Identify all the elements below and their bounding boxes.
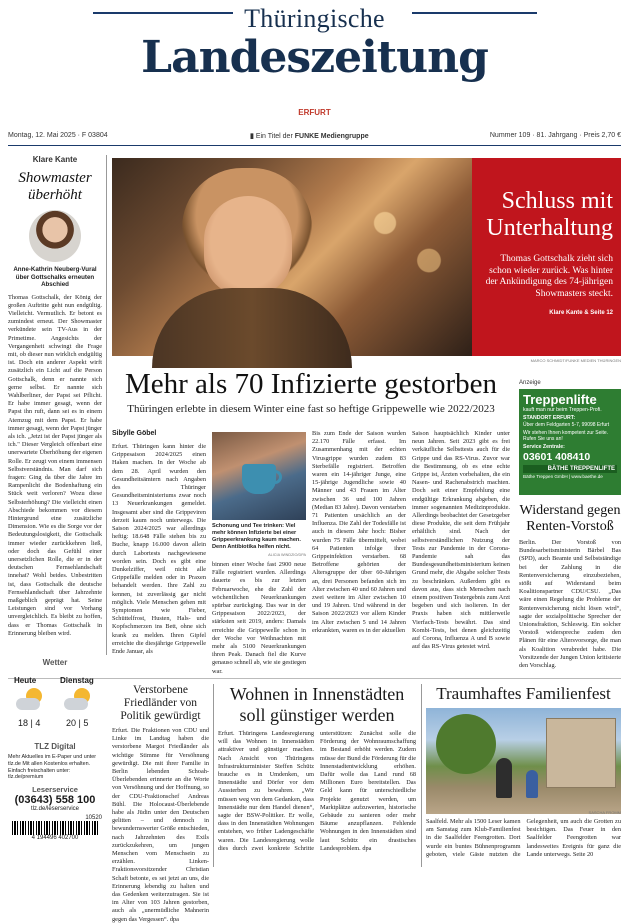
side-story-text: Berlin. Der Vorstoß von Bundesarbeitsministerin Bärbel Bas (SPD), auch Beamte und Selbstständige bei der Zahlung in die Rentenversicherung einzubeziehen, stößt auf Widerstand beim Koalitionspartner CDU/CSU. „Das wäre einen Regelung die Probleme der Rentenversicherung nicht lösen wird“, sagte der sozialpolitische Sprecher der Unionsfraktion, Schleswig. Ein solcher Vorstoß widerspreche zudem den Plänen für eine Altersvorsorge, die man als Koalition verabredet habe. Die Vorsitzende der Jungen Union kritisierte den Vorschlag. — [519, 539, 621, 670]
tea-cup-handle — [270, 470, 282, 484]
digital-title: TLZ Digital — [34, 742, 76, 751]
ad-title: Treppenlifte — [523, 392, 597, 407]
weather-box — [8, 658, 102, 736]
bottom1-headline: Verstorbene Friedländer von Politik gewürdigt — [120, 684, 201, 722]
lead-headline: Mehr als 70 Infizierte gestorben — [124, 368, 498, 400]
bottom2-headline: Wohnen in Innenstädten soll günstiger werden — [229, 684, 405, 725]
leserservice-label: Leserservice — [32, 785, 78, 795]
masthead-date-line: Montag, 12. Mai 2025 · F 03804 — [8, 132, 108, 139]
photo-building — [546, 718, 616, 788]
weather-today-temp: 18 | 4 — [18, 718, 41, 728]
sun-cloud-icon-tomorrow — [64, 688, 94, 712]
bottom3-text: Saalfeld. Mehr als 1500 Leser kamen am Samstag zum Klub-Familienfest in die Saalfelder Feengrotten. Dort wurde ein buntes Bühnenprogramm geboten, viele Gäste nutzten die Gelegenheit, um auch die Grotten zu besichtigen. Das Feuer in den Saalfelder Feengrotten war landesweites Ereignis für ganz die Lande unterwegs. Seite 20 — [426, 818, 621, 858]
hero-portrait-face — [204, 196, 292, 296]
ad-brand: BÄTHE TREPPENLIFTE — [523, 465, 617, 473]
lead-col2: binnen einer Woche fast 2900 neue Fälle registriert wurden. Allerdings dauerte es bis zur letzten Februarwoche, ehe die Zahl der wöchentlichen Neuerkrankungen spürbar zurückging. Das war in der Grippesaison 2022/2023, der stärksten seit 2019, anders: Damals erreichte die Grippewelle schon in der Woche vor Weihnachten mit mehr als 5100 Neuerkrankungen ihren Peak. Danach fiel die Kurve genauso schnell ab, wie sie gestiegen war. — [212, 561, 306, 675]
hero-ref: Klare Kante & Seite 12 — [549, 310, 613, 316]
masthead-publisher — [250, 132, 369, 140]
photo-person — [496, 758, 512, 798]
lead-col1: Erfurt. Thüringen kann hinter die Grippesaison 2024/2025 einen Haken machen. In der Woche ab dem 28. April wurden den Gesundheitsämtern nach Angaben des Thüringer Gesundheitsministeriums zwar noch 13 Neuerkrankungen gemeldet. Insgesamt aber sind die Grippeviren derzeit kaum noch unterwegs. Die Saison 2024/2025 war allerdings heftig: 18.648 Fälle stehen bis zu Buche, knapp 16.000 davon allein durch Labortests nachgewiesene worden sein. Doch es gibt eine Dunkelziffer, weil nicht alle Grippefälle melden oder in Praxen behandelt werden. Ihre Zahl zu kennen, ist zuverlässig gar nicht möglich. Viele Menschen gehen mit Symptomen wie Fieber, Schüttelfrost, Husten, Hals- und Kopfschmerzen ins Bett, ohne sich krank zu melden. Ihren Gipfel erreichte die diesjährige Grippewelle Ende Januar, als — [112, 443, 206, 656]
left-column-divider — [106, 155, 107, 655]
lead-col3: Bis zum Ende der Saison wurden 22.170 Fälle erfasst. Im Zusammenhang mit der echten Virusgrippe wurden zudem 83 Sterbefälle registriert. Betroffen waren ein 14-jähriger Junge, eine 15-jährige Jugendliche sowie 40 Männer und 43 Frauen im Alter zwischen 36 und 100 Jahren (Median 83 Jahre). Davon verstarben 71 Patienten ursächlich an der Influenza. Die Zahl der Todesfälle ist auch in diesem Jahr hoch: Bisher wurden 75 Fälle übermittelt, wobei 64 Patienten infolge ihrer Grippeinfektion verstarben. 68 Betroffene gehörten der Altersgruppe der über 60-Jährigen an, drei Personen befanden sich im Alter zwischen 40 und 60 Jahren und zwei weitere im Alter zwischen 10 und 19 Jahren. Und während in der Saison 2022/2023 vor allem Kinder im Alter zwischen 5 und 14 Jahren erkrankten, waren es in der aktuellen — [312, 430, 406, 634]
lead-col4: Saison hauptsächlich Kinder unter neun Jahren. Seit 2023 gibt es frei verkäufliche Selbsttests auch für die Grippe und das RS-Virus. Zuvor war die Bestimmung, ob es eine echte Grippe ist, Ärzten vorbehalten, die ein Nasen- und Rachenabstrich machten. Doch seit einer Empfehlung eine endgültige Erkrankung abgeben, die immer sogenannten Medizinprodukte. Allerdings beobachtet der Gesetzgeber diese Produkte, die seit dem Frühjahr erhältlich sind. Nach der selbstverständlichen Nutzung der Tests zur Pandemie in der Corona-Pandemie sah das Bundesgesundheitsministerium keinen Grund mehr, die Abgabe solcher Tests zu beschränken. Außerdem gibt es davon aus, dass sich Menschen nach einem positiven Testergebnis zum Arzt begeben und sich isolieren. In der Praxis haben sich mittlerweile Vierfach-Tests bewährt. Das sind Kombi-Tests, bei denen gleichzeitig auf Corona, Influenza A und B sowie auf das RS-Virus getestet wird. — [412, 430, 510, 651]
tlz-digital-box — [8, 742, 102, 867]
leserservice-url[interactable]: tlz.de/leserservice — [30, 806, 80, 813]
digital-text: Mehr Aktuelles im E-Paper und unter tlz.de Mit allen Kostenlos erhalten. Einfach freischalten unter: tlz.de/premium — [8, 754, 97, 781]
ad-line3: Über dem Feldgarten 5-7, 99098 Erfurt — [523, 421, 610, 428]
bottom3-headline: Traumhaftes Familienfest — [436, 684, 611, 703]
weather-title: Wetter — [42, 658, 68, 667]
leserservice-phone[interactable]: (03643) 558 100 — [14, 794, 96, 807]
lead-photo-credit: ALICIA WINDZIO/DPA — [268, 553, 306, 557]
bottom-story-friedlaender — [112, 684, 209, 923]
ad-line5: Service Zentrale: — [523, 444, 565, 451]
barcode-top-number: 10520 — [85, 815, 102, 822]
photo-tree — [436, 714, 496, 774]
bottom-divider-2 — [421, 684, 422, 867]
bottom1-text: Erfurt. Die Fraktionen von CDU und Linke im Landtag haben die verstorbene Margot Friedländer als wichtige Stimme für Versöhnung gewürdigt. Die mit ihrer Familie in Berlin lebenden Schoah-Überlebenden erinnerte an die Worte von Versöhnung und der Hoffnung, so der CDU-Fraktionschef Andreas Bühl. Die Holocaust-Überlebende habe als Jüdin unter den Deutschen gelitten – und dennoch in bewundernswerter Größe entschieden, nach Jahrzehnten des Exils zurückzukehren, um jungen Menschen vom Menschsein zu erzählen. Linken-Fraktionsvorsitzender Christian Schaft betonte, es sei jetzt an uns, die Erinnerung lebendig zu halten und das Gedenken weiterzutragen. Sie ist im Alter von 103 Jahren gestorben, auch als „unermüdliche Mahnerin gegen das Vergessen“. dpa — [112, 727, 209, 923]
hero-headline: Schluss mit Unterhaltung — [486, 188, 613, 241]
ad-line4: Wir stehen Ihnen kompetent zur Seite. Rufen Sie uns an! — [523, 430, 609, 443]
publisher-name: FUNKE Mediengruppe — [294, 133, 369, 140]
column-klare-kante — [8, 155, 102, 655]
ad-footer[interactable]: Bäthe Treppen GmbH | www.baethe.de — [523, 473, 603, 479]
lead-photo — [212, 432, 306, 520]
hero-photo — [112, 158, 472, 356]
weather-today-label: Heute — [14, 676, 37, 685]
ad-phone[interactable]: 03601 408410 — [523, 450, 591, 463]
masthead-divider — [8, 145, 621, 146]
column-author: Anne-Kathrin Neuberg-Vural über Gottschalks erneuten Abschied — [13, 266, 97, 288]
bottom-story-wohnen — [218, 684, 416, 867]
hero-photo-credit: MARCO SCHMIDT/FUNKE MEDIEN THÜRINGEN — [530, 358, 621, 363]
column-text: Thomas Gottschalk, der König der großen Auftritte geht nun endgültig. Vielleicht. Vermutlich. Er betont es zumindest erneut. Der Showmaster verkündete sein TV-Aus in der Primetime. Angesichts der Vergangenheit schwingt die Frage mit, ob dieser nun wirklich endgültig ist. Doch ein anderer Aspekt wirft zusätzlich ein Licht auf die Person Gottschalk, denn er nannte sich gerne selbst. Er nannte sich Wahlberliner, der Papst sei Pflicht. Er habe immer gesagt, wenn der Papst ihn ruft, dann sei es in einem Atemzug mit dem Papst. Er habe immer gesagt, wenn der Papst jünger als ich. „Jetzt ist der Papst jünger als ich." Dieser Vergleich offenbart eine unerwartete Überhöhung der eigenen Rolle. Er zeugt von einem immensen Selbstverständnis. Man darf sich fragen: Ging da über die Jahre im Rampenlicht die Bodenhaftung ein Stück weit verloren? Wozu diese Selbsterhöhung? Die vielleicht einen Abschiede bekommen vor diesem Hintergrund eine zusätzliche Dimension. Wie es die Sorge vor der Bedeutungslosigkeit, die Gottschalk immer wieder zurückkehren ließ, oder doch das Gefühl einer unersetzlichen Rolle, die er in der deutschen Fernsehlandschaft innehat? Wohl beides. Unbestritten ist, dass Gottschalk die deutsche Fernsehlandschaft über Jahrzehnte maßgeblich geprägt hat. Seine Leistungen sind vor Vorhang unvergleichlich. Es bleibt zu hoffen, dass er Thomas Gottschalk in Erinnerung bleiben wird. — [8, 293, 102, 637]
funke-logo-icon: ▮ — [250, 133, 254, 140]
bottom2-text: Erfurt. Thüringens Landesregierung will das Wohnen in Innenstädten attraktiver und günstiger machen. Nach Ansicht von Thüringens Infrastrukturminister Steffen Schütz brauche es in Umdenken, um Innenstädte und Dörfer vor dem Aussterben zu bewahren. „Wir müssen weg von dem Gedanken, dass Innenstädte nur dem Handel dienen“, sagte der BSW-Politiker. Er wolle, dass in den Innenstädten Wohnungen entstehen, wo früher Ladengeschäfte waren. Die Landesregierung wolle dies durch zwei konkrete Schritte unterstützen: Zunächst solle die Förderung der Wohnraumschaffung im Bestand erhöht werden. Zudem müsse der Bund die Förderung für die Innenstadtentwicklung erhöhen. Dafür wolle das Land rund 68 Millionen Euro bereitstellen. Das Geld kann für unterschiedliche Projekte genutzt werden, um Marktplätze aufzuwerten, historische Gebäude zu sanieren oder mehr Bäume anzupflanzen. Fehlende Wohnungen in den Innenstädten sind laut Schütz ein drastisches Landesproblem. dpa — [218, 730, 416, 852]
familienfest-credit: SASCHA FROMM — [588, 810, 621, 815]
weather-tomorrow-label: Dienstag — [60, 676, 94, 685]
side-story-headline: Widerstand gegen Renten-Vorstoß — [519, 503, 621, 534]
photo-child — [526, 770, 538, 798]
lead-story — [112, 368, 510, 673]
familienfest-photo — [426, 708, 621, 814]
masthead-title-small: Thüringische — [244, 4, 385, 33]
column-headline: Showmaster überhöht — [18, 170, 92, 203]
lead-author: Sibylle Göbel — [112, 430, 157, 437]
ad-treppenlifte[interactable] — [519, 389, 621, 495]
hero-red-panel[interactable] — [472, 158, 621, 356]
ad-line2: STANDORT ERFURT: — [523, 415, 576, 422]
masthead-issue-line: Nummer 109 · 81. Jahrgang · Preis 2,70 € — [489, 132, 621, 139]
side-story-renten — [519, 503, 621, 673]
author-avatar — [29, 210, 81, 262]
column-label: Klare Kante — [32, 155, 78, 164]
masthead-title-big: Landeszeitung — [141, 32, 488, 83]
ad-line1: kauft man nur beim Treppen-Profi. — [523, 407, 602, 413]
sun-cloud-icon — [16, 688, 46, 712]
bottom-divider-1 — [213, 684, 214, 867]
masthead — [0, 0, 629, 140]
weather-tomorrow-temp: 20 | 5 — [66, 718, 89, 728]
lead-subhead: Thüringen erlebte in diesem Winter eine fast so heftige Grippewelle wie 2022/2023 — [127, 403, 495, 415]
barcode-number: 4 194496 402700 — [31, 835, 79, 842]
publisher-prefix: Ein Titel der — [255, 133, 293, 140]
ad-label: Anzeige — [519, 380, 541, 386]
lead-photo-caption: Schonung und Tee trinken: Viel mehr können Infizierte bei einer Grippeerkrankung kaum machen. Denn Antibiotika helfen nicht. — [212, 523, 301, 550]
masthead-city: ERFURT — [298, 108, 331, 117]
hero-portrait-body — [152, 288, 352, 368]
hero-teaser: Thomas Gottschalk zieht sich schon wieder zurück. Was hinter der Ankündigung des 74-jährigen Showmasters steckt. — [485, 254, 613, 299]
bottom-story-familienfest — [426, 684, 621, 867]
hero-background-lights — [352, 178, 462, 328]
barcode-icon — [12, 821, 98, 835]
